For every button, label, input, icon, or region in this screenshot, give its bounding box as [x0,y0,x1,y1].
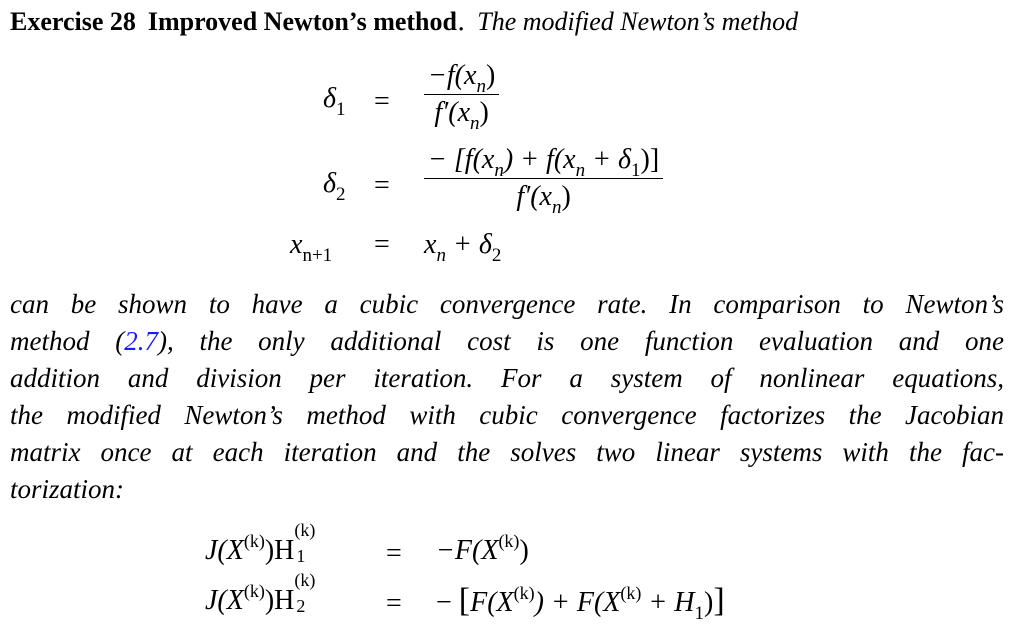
delta1-fraction [424,60,499,134]
exercise-title: Improved Newton’s method [147,7,457,36]
xnext-lhs: $x_{n+1}$ [290,229,333,266]
delta1-lhs: $\delta_1$ [323,83,346,120]
delta2-numerator: − $[f(x_n) + f(x_n + \delta_1)]$ [424,146,663,179]
system-eq2-equals: = [386,588,402,619]
equation-reference-link[interactable]: 2.7 [124,326,158,356]
paragraph-line-2: method (2.7), the only additional cost is one function evaluation and one [10,326,1004,356]
delta2-lhs: $\delta_2$ [323,168,346,205]
header-period: . [456,7,466,37]
paragraph-line-4: the modified Newton’s method with cubic convergence factorizes the Jacobian [10,400,1004,430]
delta1-denominator: $f'(x_n)$ [434,97,489,134]
delta2-equals: = [374,170,390,201]
exercise-label: Exercise 28 [10,7,136,36]
exercise-header [10,4,1025,40]
system-eq1-lhs: $J(X^{(k)})H$ (k) 1 [205,520,316,566]
xnext-rhs: $x_n + \delta_2$ [424,229,502,266]
paragraph-line-1: can be shown to have a cubic convergence rate. In comparison to Newton’s [10,289,1004,319]
xnext-equals: = [374,229,390,260]
system-eq1-equals: = [386,538,402,569]
body-paragraph [10,286,1004,508]
system-eq2-rhs: − $[F(X^{(k)}) + F(X^{(k)} + H_1)]$ [436,582,725,624]
delta1-numerator: $-f(x_n)$ [424,62,499,95]
paragraph-line-3: addition and division per iteration. For a system of nonlinear equations, [10,363,1004,393]
exercise-intro: The modified Newton’s method [477,7,799,36]
paragraph-line-6: torization: [10,474,125,504]
delta2-fraction [424,144,663,218]
delta1-equals: = [374,86,390,117]
system-eq2-lhs: $J(X^{(k)})H$ (k) 2 [205,570,316,616]
system-eq1-rhs: $-F(X^{(k)})$ [436,531,529,566]
delta2-denominator: $f'(x_n)$ [516,181,571,218]
paragraph-line-5: matrix once at each iteration and the solves two linear systems with the fac- [10,437,1004,467]
